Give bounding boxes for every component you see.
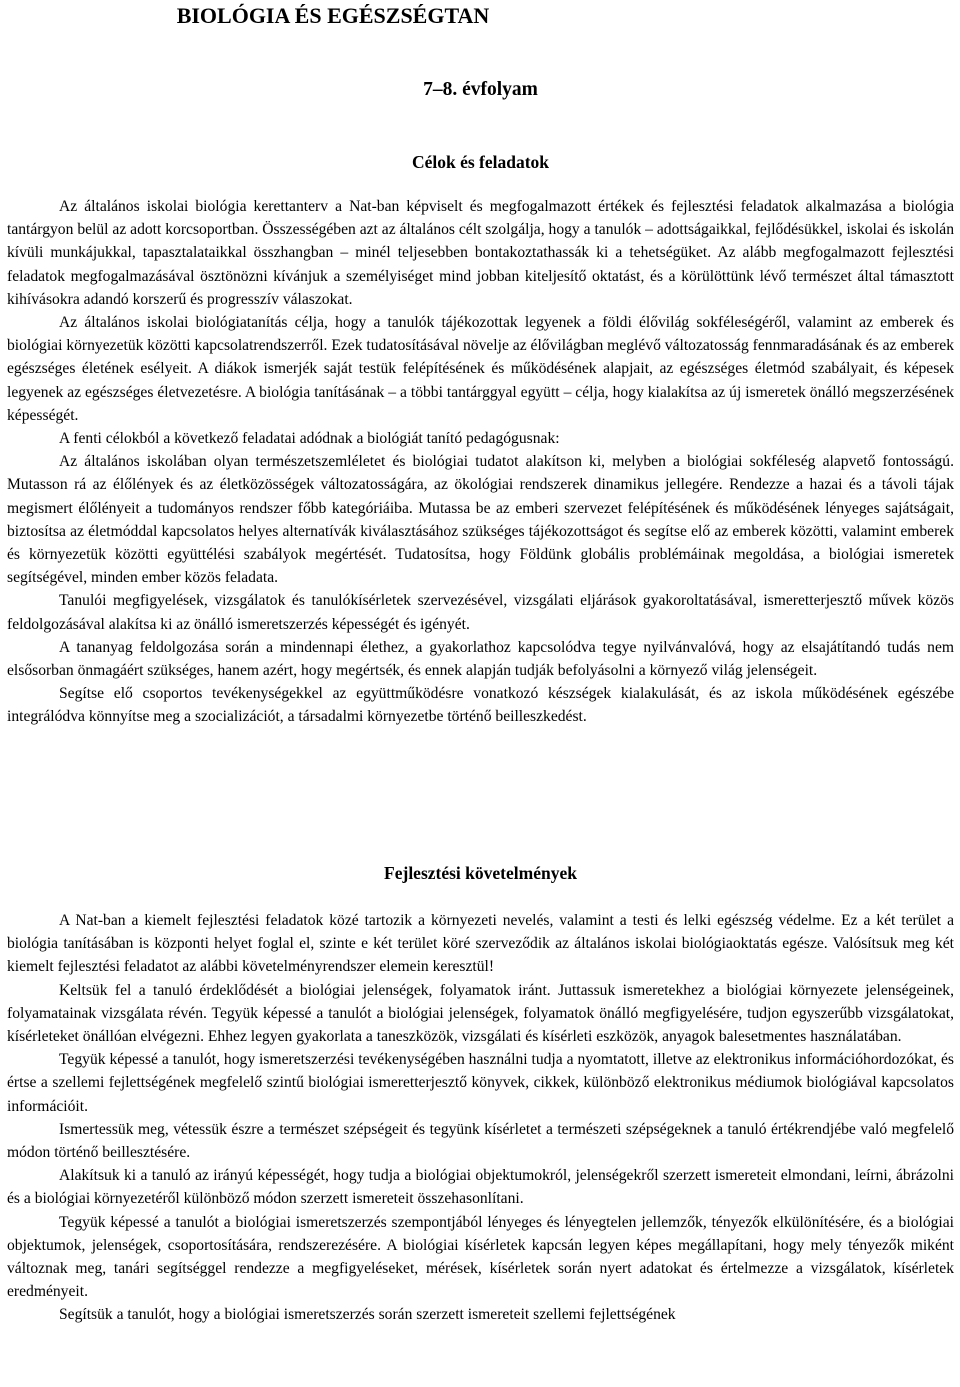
- paragraph: A Nat-ban a kiemelt fejlesztési feladatok közé tartozik a környezeti nevelés, valamint a testi és lelki egészség védelme. Ez a két terület a biológia tanításában is központi helyet foglal el, szinte e két terület köré szerveződik az általános iskolai biológiaoktatás egésze. Valósítsuk meg két kiemelt fejlesztési feladatot az alábbi követelményrendszer elemein keresztül!: [7, 912, 954, 976]
- paragraph: Keltsük fel a tanuló érdeklődését a biológiai jelenségek, folyamatok iránt. Juttassuk ismeretekhez a biológiai környezete jelenségeinek, folyamatainak vizsgálata révén. Tegyük képessé a tanulót a biológiai jelenségek, folyamatok önálló megfigyelésére, tudjon egyszerűbb vizsgálatokat, kísérleteket önállóan elvégezni. Ehhez legyen gyakorlata a taneszközök, vizsgálati és kísérleti eszközök, anyagok balesetmentes használatában.: [7, 981, 954, 1046]
- paragraph: Az általános iskolai biológia kerettanterv a Nat-ban képviselt és megfogalmazott értékek és fejlesztési feladatok alkalmazása a biológia tantárgyon belül az adott korcsoportban. Összességében azt az általános célt szolgálja, hogy a tanulók – adottságaikkal, fejlődésükkel, iskolai és iskolán kívüli munkájukkal, tapasztalataikkal összhangban – minél teljesebben bontakoztathassák ki a tehetségüket. Az alább megfogalmazott fejlesztési feladatok megfogalmazásával ösztönözni kívánjuk a személyiséget mind jobban kiteljesítő oktatást, és a körülöttünk lévő természet által támasztott kihívásokra adandó korszerű és progresszív válaszokat.: [7, 198, 954, 308]
- paragraph: Segítsük a tanulót, hogy a biológiai ismeretszerzés során szerzett ismereteit szellemi fejlettségének: [59, 1306, 676, 1324]
- paragraph: Az általános iskolai biológiatanítás célja, hogy a tanulók tájékozottak legyenek a földi élővilág sokféleségéről, valamint az emberek és biológiai környezetük közötti kapcsolatrendszerről. Ezek tudatosításával növelje az élővilágban meglévő változatosság fennmaradásának és az emberek egészséges életének esélyeit. A diákok ismerjék saját testük felépítésének és működésének alapjait, az egészséges életmód szabályait, és képesek legyenek az egészséges életvezetésre. A biológia tanításának – a többi tantárggyal együtt – célja, hogy kialakítsa az új ismeretek önálló megszerzésének képességét.: [7, 314, 954, 424]
- paragraph: Tanulói megfigyelések, vizsgálatok és tanulókísérletek szervezésével, vizsgálati eljárások gyakoroltatásával, ismeretterjesztő művek közös feldolgozásával alakítsa ki az önálló ismeretszerzés képességét és igényét.: [7, 592, 954, 633]
- paragraph: A fenti célokból a következő feladatai adódnak a biológiát tanító pedagógusnak:: [59, 430, 560, 448]
- section-body-requirements: [7, 909, 954, 1327]
- paragraph: Ismertessük meg, vétessük észre a természet szépségeit és tegyünk kísérletet a természeti szépségeknek a tanuló értékrendjébe való megfelelő módon történő beillesztésére.: [7, 1120, 954, 1162]
- section-body-goals: [7, 195, 954, 729]
- paragraph: Alakítsuk ki a tanuló az irányú képességét, hogy tudja a biológiai objektumokról, jelenségekről szerzett ismereteit elmondani, leírni, ábrázolni és a biológiai környezetéről különböző módon szerzett ismereteit összehasonlítani.: [7, 1167, 954, 1208]
- paragraph: A tananyag feldolgozása során a mindennapi élethez, a gyakorlathoz kapcsolódva tegye nyilvánvalóvá, hogy az elsajátítandó tudás nem elsősorban önmagáért szükséges, hanem azért, hogy megértsék, és ennek alapján tudják befolyásolni a környező világ jelenségeit.: [7, 638, 954, 680]
- section-heading-goals: Célok és feladatok: [411, 152, 550, 172]
- paragraph: Tegyük képessé a tanulót a biológiai ismeretszerzés szempontjából lényeges és lényegtelen jellemzők, tényezők elkülönítésére, és a biológiai objektumok, jelenségek, csoportosítására, rendszerezésére. A biológiai kísérletek kapcsán legyen képes megállapítani, hogy mely tényezők miként változnak meg, tanári segítséggel rendezze a megfigyeléseket, mérések, kísérletek során nyert adatokat és értelmezze a vizsgálatok, kísérletek eredményeit.: [7, 1213, 954, 1301]
- paragraph: Az általános iskolában olyan természetszemléletet és biológiai tudatot alakítson ki, melyben a biológiai sokféleség alapvető fontosságú. Mutasson rá az élőlények és az életközösségek változatosságára, az ökológiai rendszerek dinamikus jellegére. Rendezze a hazai és a távoli tájak megismert élőlényeit a tudományos rendszer főbb kategóriáiba. Mutassa be az emberi szervezet felépítésének és működésének lényeges sajátságait, biztosítsa az életmóddal kapcsolatos helyes alternatívák kiválasztásához szükséges tájékozottságot és segítse elő az emberek közötti, valamint emberek és környezetük közötti együttélési szabályok megértését. Tudatosítsa, hogy Földünk globális problémáinak megoldása, a biológiai ismeretek segítségével, minden ember közös feladata.: [7, 453, 954, 587]
- paragraph: Tegyük képessé a tanulót, hogy ismeretszerzési tevékenységében használni tudja a nyomtatott, illetve az elektronikus információhordozókat, és értse a szellemi fejlettségének megfelelő szintű biológiai ismeretterjesztő könyvek, cikkek, különböző elektronikus médiumok biológiával kapcsolatos információit.: [7, 1051, 954, 1115]
- document-title: BIOLÓGIA ÉS EGÉSZSÉGTAN: [176, 3, 490, 28]
- grade-heading: 7–8. évfolyam: [423, 79, 538, 100]
- paragraph: Segítse elő csoportos tevékenységekkel az együttműködésre vonatkozó készségek kialakulását, és az iskola működésének egészébe integrálódva könnyítse meg a szocializációt, a társadalmi környezetbe történő beilleszkedést.: [7, 685, 954, 726]
- section-heading-requirements: Fejlesztési követelmények: [384, 863, 577, 883]
